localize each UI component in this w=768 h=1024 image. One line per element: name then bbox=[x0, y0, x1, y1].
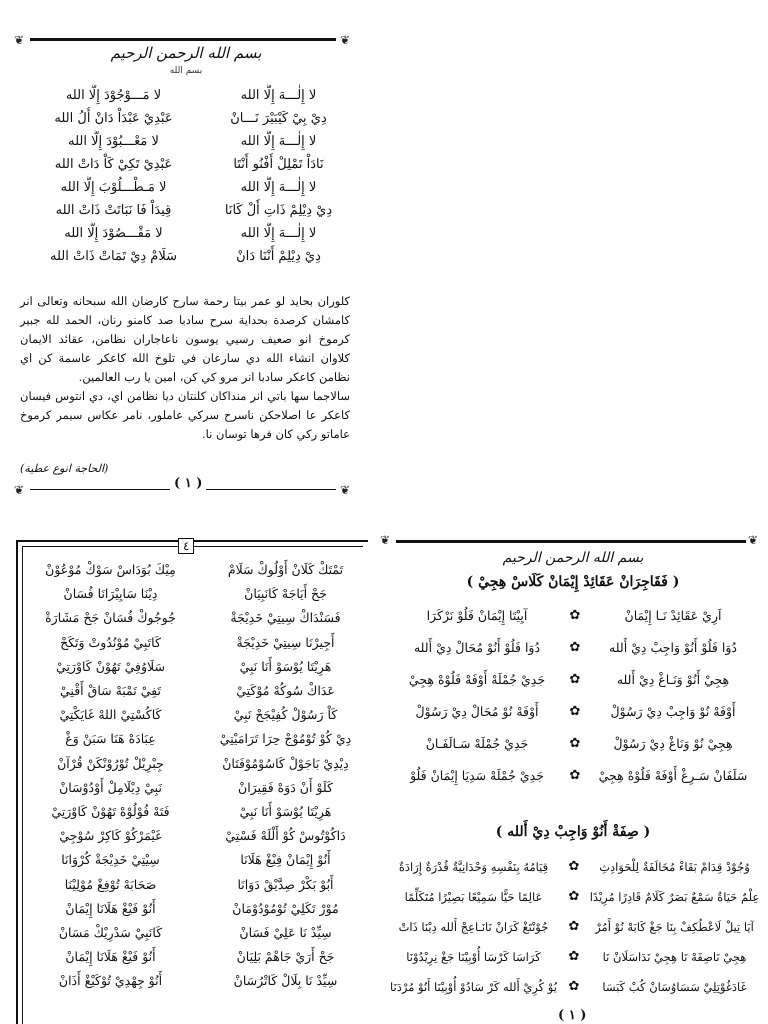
verse-line: تَمْتَكْ كَلَانْ أَوْلُوكْ سَلَامْ bbox=[227, 562, 344, 577]
ornament-icon: ❦ bbox=[748, 533, 759, 547]
verse-line: عَبْدِيْ عَبْدَاْ دَانْ أُلُ الله bbox=[54, 111, 173, 126]
list-item: هِجِيْ أَنُوْ وَنَـاغْ دِيْ أَلله bbox=[616, 672, 730, 687]
page-number: ( ١ ) bbox=[170, 476, 206, 491]
list-item: آيِيْتَا إِيْمَانْ فَلُوْ نَرْكَرَا bbox=[426, 608, 528, 623]
verse-column-left bbox=[50, 84, 177, 268]
verse-line: سَلَامْ دِيْ تَمَاتْ ذَاتْ الله bbox=[50, 249, 178, 264]
verse-line: دِيْ كُوْ تُوْمُوْجْ حِرَا تَرَامَيْتِيْ bbox=[219, 731, 352, 747]
section-title: ( فَقَاجِرَانْ عَقَائِدْ إِيْمَانْ كَلَاسْ هِجِيْ ) bbox=[466, 574, 680, 590]
verse-line: كَاكُسْتِيْ اللهْ غَايَكْتِيْ bbox=[59, 707, 162, 723]
ornament-icon: ❦ bbox=[340, 33, 351, 47]
verse-line: لا مَعْـــبُوْدَ إِلَّا الله bbox=[68, 134, 159, 149]
verse-line: لا إِلٰـــهَ إِلَّا الله bbox=[240, 88, 317, 103]
prose-paragraph: سالاجما سها باتي انر منداكان كلنتان ديا نظامن اي، دي انتوس فيسان كاعكر عا اصلاحكن ناسرح سركي عاملور، نامر عكاس سيمر كرموخ عاماتو ركي كان فرها توسان نا. bbox=[20, 389, 350, 441]
flower-bullet-icon: ✿ bbox=[568, 979, 580, 994]
prose-block bbox=[20, 292, 350, 444]
attributes-list bbox=[384, 852, 764, 1002]
verse-line: فَسَنْدَاكْ سِيتِيْ خَدِيْجَةْ bbox=[230, 610, 341, 626]
list-item: دُوَا فَلُوْ أَنُوْ وَاجِبْ دِيْ أَلله bbox=[609, 640, 737, 655]
verse-line: فَتَهْ فُوْلُوْهْ تَهُوْنْ كَاوْرَتِيْ bbox=[51, 804, 170, 820]
list-item: جَدِيْ جُمْلَهْ أَوْفَهْ فَلُوْهْ هِجِيْ bbox=[408, 672, 546, 687]
verse-line: سِيْتِيْ خَدِيْجَةْ كُرْوَانَا bbox=[61, 852, 160, 868]
verse-line: نَبِيْ دِيْلَامِلْ أَوْدُوْسَانْ bbox=[59, 779, 162, 795]
verse-line: نَادَاْ تَمْلِلْ أَفْنُو أَنْتَا bbox=[233, 157, 324, 172]
page-top bbox=[0, 0, 372, 510]
list-item: هِجِيْ نَاصِفَهْ نَا هِجِيْ نَدَاسَلَانْ نَا bbox=[602, 950, 747, 964]
page-number: ( ١ ) bbox=[558, 1008, 587, 1023]
basmala-subline: بسم الله bbox=[169, 66, 203, 76]
verse-line: دِيْ دِيْلِمْ أَنْنَا دَانْ bbox=[236, 249, 321, 264]
verse-line: عَدَاكْ سُوكُهْ مُوْكَتِيْ bbox=[236, 683, 335, 699]
verse-line: تَفِيْ تَمْبَهْ سَاقْ أَقْنِيْ bbox=[60, 683, 161, 699]
verse-grid bbox=[50, 84, 340, 268]
flower-bullet-icon: ✿ bbox=[568, 949, 580, 964]
verse-line: مُوْرْ تَكَلِيْ تُوْمُوْدُوْمَانْ bbox=[232, 900, 339, 916]
verse-line: دِيْدِيْ بَاجَوْلْ كَاسُوْمُوْفَتَانْ bbox=[222, 755, 349, 771]
flower-bullet-icon: ✿ bbox=[569, 704, 581, 719]
verse-column-right bbox=[205, 558, 366, 994]
verse-line: غَيْمَرْكُوْ كَاكِرْ سُوْجِيْ bbox=[59, 828, 162, 844]
list-item: هِجِيْ نُوْ وَنَاغْ دِيْ رَسُوْلْ bbox=[613, 736, 733, 751]
verse-line: هَرِيْتَا يُوْسَوْ أَنَا نَبِيْ bbox=[239, 658, 332, 674]
verse-line: عَبْدِيْ تَكِيْ كَاْ دَاتْ الله bbox=[54, 157, 173, 172]
list-item: جُوْنْتَغْ كَرَانْ نَانَـاعِجْ أَلله دِيْنَا ذَاتْ bbox=[398, 920, 549, 934]
ornament-icon: ❦ bbox=[14, 33, 25, 47]
section-title: ( صِفَةْ أَنُوْ وَاجِبْ دِيْ أَلله ) bbox=[495, 824, 651, 840]
list-item: غَادَغُوْتِلِيْ سَسَاوُسَانْ كُبْ كَبَسَا bbox=[602, 980, 747, 994]
verse-line: أَنُوْ إِيْمَانْ فِيْغْ هَلَانَا bbox=[240, 852, 331, 868]
list-item: سَلَفَانْ سَـرِغْ أَوْفَهْ فَلُوْهْ هِجِيْ bbox=[598, 768, 748, 783]
verse-line: دِيْ بِيْ كَيْبَيْرَ نَـــانْ bbox=[230, 111, 327, 126]
verse-line: كَانَبِيْ سَدْرِيْكْ مَسَانْ bbox=[58, 925, 163, 941]
verse-line: صَحَابَهْ تُوْفِغْ مُوْلِيْنَا bbox=[64, 876, 157, 892]
list-item: آيَا تِيلْ لَاعْطُكِفْ بِنَا جَغْ كَابَهْ نُوْ أَمُرْ bbox=[595, 920, 754, 934]
list-item: أَوْفَهْ نُوْ مُحَالْ دِيْ رَسُوْلْ bbox=[415, 704, 539, 719]
verse-line: لا إِلٰـــهَ إِلَّا الله bbox=[240, 134, 317, 149]
list-item: عِلْمٌ حَيَاةٌ سَمْعٌ بَصَرٌ كَلَامٌ قَادِرًا مُرِيْدًا bbox=[589, 890, 760, 904]
verse-line: كَلَوْ أَنْ دَوَهْ فَقِيرَانْ bbox=[238, 779, 333, 795]
verse-line: كَاْ رَسُوْلْ كُفِيْجَحْ نَبِيْ bbox=[233, 707, 338, 723]
flower-bullet-icon: ✿ bbox=[569, 768, 581, 783]
list-item: يُوْ كُرِيْ أَلله كَرْ سَادُوْ أُوْبِيْنَا أَنُوْ مُرْدَنَا bbox=[390, 980, 557, 994]
verse-line: مِيْكَ بُوَدَاسْ سَوْكْ مُوْعُوْنْ bbox=[45, 562, 176, 577]
top-rule bbox=[30, 38, 336, 41]
verse-line: قِيدَاْ فَا نَبَاتَتْ ذَاتْ الله bbox=[55, 203, 172, 218]
list-item: جَدِيْ جُمْلَهْ سَـالَفَـانْ bbox=[425, 736, 529, 751]
verse-column-left bbox=[30, 558, 191, 994]
basmala: بسم الله الرحمن الرحيم bbox=[110, 44, 262, 62]
basmala: بسم الله الرحمن الرحيم bbox=[502, 550, 644, 566]
verse-line: أَنُوْ جِهْدِيْ تُوْكَيْغْ أَذَانْ bbox=[58, 973, 163, 989]
verse-line: كَاتَبِيْ مُوْنُدُوتْ وَتَكَحْ bbox=[60, 634, 161, 650]
ornament-icon: ❦ bbox=[14, 483, 25, 497]
verse-line: جُوجُوكْ فُسَانْ جَحْ مَشَارَةْ bbox=[45, 610, 176, 626]
list-item: اَرِيْ عَقَائِدْ نَـا إِيْمَانْ bbox=[624, 608, 722, 623]
verse-grid bbox=[30, 558, 366, 994]
verse-line: أَنُوْ فَيْغْ هَلَانَا إِيْمَانْ bbox=[65, 900, 156, 916]
list-item: دُوَا فَلُوْ أَنُوْ مُحَالْ دِيْ أَلله bbox=[413, 640, 541, 655]
verse-line: لا مَقْـــصُوْدَ إِلَّا الله bbox=[64, 226, 163, 241]
list-item: وُجُوْدْ قِدَامْ بَقَاءْ مُخَالَفَةٌ لِلْحَوَادِثِ bbox=[599, 860, 750, 874]
flower-bullet-icon: ✿ bbox=[568, 889, 580, 904]
verse-line: عِبَادَهْ هَنَا سَبَنْ وَغْ bbox=[65, 731, 156, 747]
flower-bullet-icon: ✿ bbox=[569, 640, 581, 655]
verse-line: دِيْنَا سَايِيْرَانَا فُسَانْ bbox=[63, 586, 158, 602]
list-item: جَدِيْ جُمْلَهْ سَدِيَا إِيْمَانْ فَلُوْ bbox=[410, 768, 544, 783]
page-left bbox=[0, 528, 372, 1024]
signature: (الحاجة انوع عطية) bbox=[20, 462, 109, 475]
verse-line: سِيِّدْ نَا بِلَالْ كَاتْرُسَانْ bbox=[233, 973, 338, 989]
verse-line: أَنُوْ فَيْغْ هَلَانَا إِيْمَانْ bbox=[65, 949, 156, 965]
verse-line: جَحْ أَرَيْ جَاهْمْ بَلِيَانْ bbox=[236, 949, 335, 965]
flower-bullet-icon: ✿ bbox=[568, 919, 580, 934]
verse-line: لا مَـطْـــلُوْبَ إِلَّا الله bbox=[60, 180, 167, 195]
verse-line: سِيِّدْ نَا عَلِيْ فَسَانْ bbox=[239, 925, 332, 941]
page-right bbox=[378, 528, 768, 1024]
verse-column-right bbox=[217, 84, 340, 268]
verse-line: لا إِلٰـــهَ إِلَّا الله bbox=[240, 180, 317, 195]
list-item: قِيَامُهُ بِنَفْسِهِ وَحْدَانِيَّةٌ قُدْرَةٌ إِرَادَةٌ bbox=[398, 860, 549, 874]
flower-bullet-icon: ✿ bbox=[569, 672, 581, 687]
verse-line: أَجِيرْنَا سِيتِيْ خَدِيْجَةْ bbox=[236, 634, 335, 650]
verse-line: أَبُوْ بَكْرْ صِدَّيْقْ دَوَانَا bbox=[237, 876, 334, 892]
verse-line: سَلَاوُفِيْ تَهُوْنْ كَاوْرَتِيْ bbox=[56, 658, 165, 674]
tenets-list bbox=[390, 600, 760, 792]
list-item: كَرَاسَا كَرْسَا أُوْبِيْنَا جَغْ نِرِيْدُوْنَا bbox=[406, 950, 541, 964]
verse-line: جِبْرِيْلْ تُوْرُوْنْكَنْ قُرْآنْ bbox=[57, 755, 164, 771]
verse-line: هَرِيْتَا يُوْسَوْ أَنَا نَبِيْ bbox=[239, 804, 332, 820]
page-number: ٤ bbox=[178, 538, 194, 554]
verse-line: دَاكُوْتُوسْ كُوْ أَلْلَهْ فَسْتِيْ bbox=[225, 828, 346, 844]
flower-bullet-icon: ✿ bbox=[568, 859, 580, 874]
top-rule bbox=[396, 540, 746, 543]
list-item: عَالِمًا حَيًّا سَمِيْعًا بَصِيْرًا مُتَكَلِّمًا bbox=[404, 890, 543, 904]
ornament-icon: ❦ bbox=[380, 533, 391, 547]
verse-line: لا إِلٰـــهَ إِلَّا الله bbox=[240, 226, 317, 241]
verse-line: جَحْ أَيَاجَهْ كَانَبِيَانْ bbox=[244, 586, 327, 602]
list-item: أَوْفَهْ نُوْ وَاجِبْ دِيْ رَسُوْلْ bbox=[610, 704, 736, 719]
prose-paragraph: كلوران بحايد لو عمر بيتا رحمة سارح كارضان الله سبحانه وتعالى انر كامشان كرصدة بحداية سرح سادبا صد كامنو رنان، الحمد لله جبير كرموخ انو صعيف رسيي يوسون ناعاجاران نظامن، عقائد الايمان كلاوان انشاء الله دي سارعان في تلوخ الله كاعكر عاسمة كن اي نظامن كاعكر سادبا انر مرو كي كن، امين يا رب العالمين. bbox=[20, 294, 350, 384]
flower-bullet-icon: ✿ bbox=[569, 608, 581, 623]
ornament-icon: ❦ bbox=[340, 483, 351, 497]
verse-line: لا مَـــوْجُوْدَ إِلَّا الله bbox=[65, 88, 162, 103]
flower-bullet-icon: ✿ bbox=[569, 736, 581, 751]
verse-line: دِيْ دِيْلِمْ ذَاتِ أَلْ كَانَا bbox=[224, 203, 333, 218]
